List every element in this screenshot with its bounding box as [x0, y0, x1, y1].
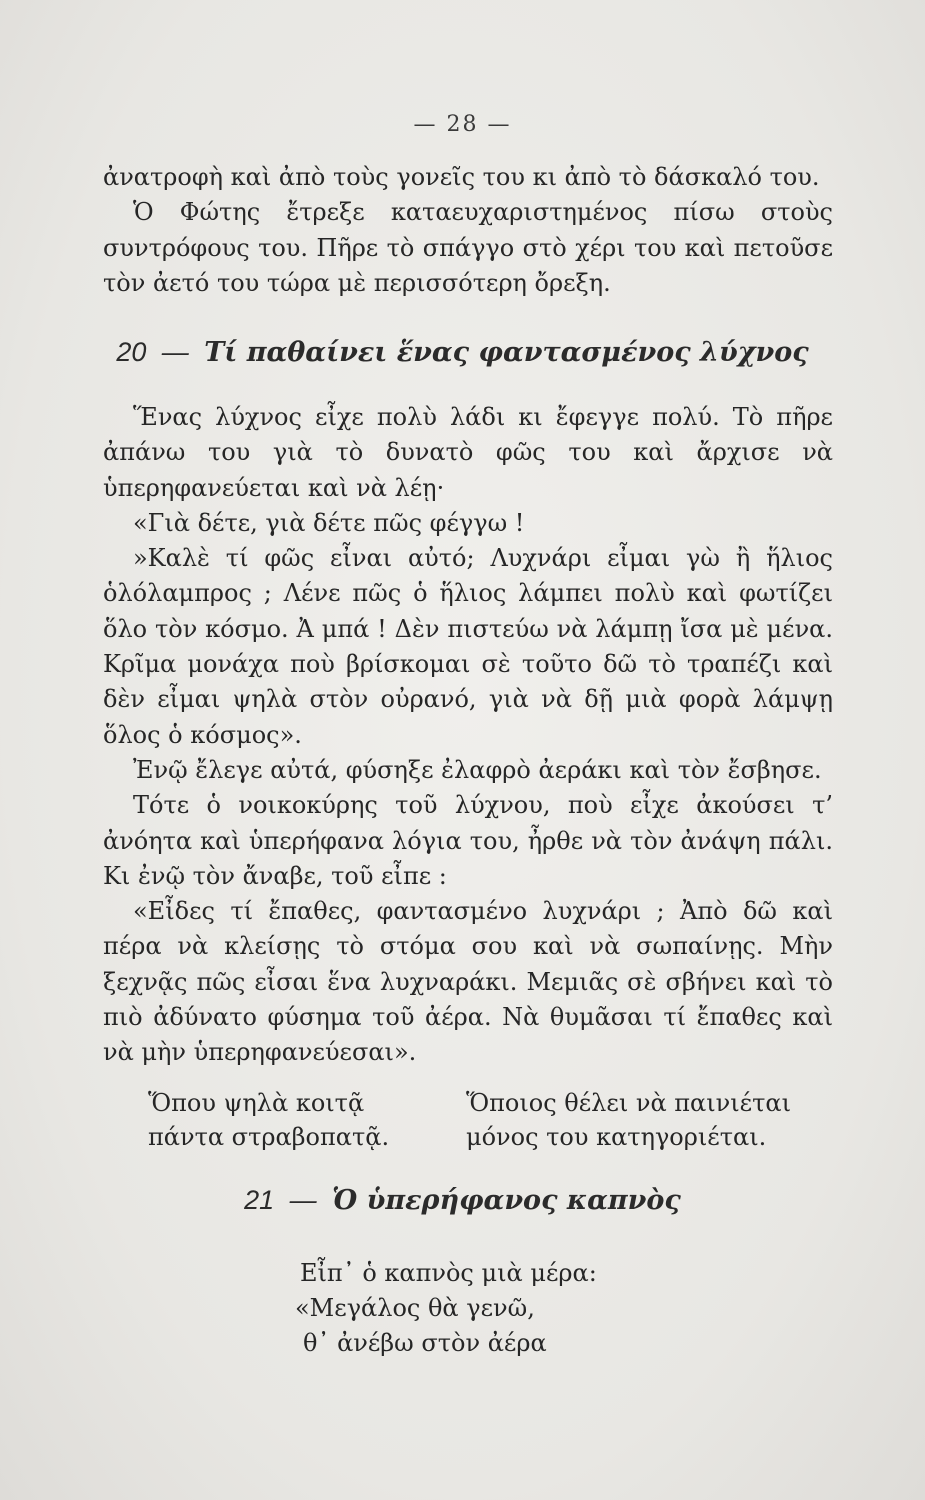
- page-number: — 28 —: [413, 112, 512, 137]
- proverb-line: Ὅπου ψηλὰ κοιτᾷ: [148, 1089, 365, 1117]
- paragraph: Ὁ Φώτης ἔτρεξε καταευχαριστημένος πίσω στοὺς συντρόφους του. Πῆρε τὸ σπάγγο στὸ χέρι του καὶ πετοῦσε τὸν ἀετό του τώρα μὲ περισσότερη ὄρεξη.: [103, 198, 833, 297]
- section-title: Τί παθαίνει ἕνας φαντασμένος λύχνος: [204, 337, 809, 368]
- section-21-heading: [0, 1185, 925, 1216]
- poem-line: Εἶπ᾿ ὁ καπνὸς μιὰ μέρα:: [300, 1259, 597, 1287]
- section-title: Ὁ ὑπερήφανος καπνὸς: [331, 1185, 681, 1216]
- section-number: 20: [116, 337, 147, 367]
- section-dash: —: [289, 1185, 317, 1215]
- proverb-line: μόνος του κατηγοριέται.: [466, 1123, 767, 1151]
- paragraph: «Εἶδες τί ἔπαθες, φαντασμένο λυχνάρι ; Ἀπὸ δῶ καὶ πέρα νὰ κλείσῃς τὸ στόμα σου καὶ νὰ σωπαίνῃς. Μὴν ξεχνᾷς πῶς εἶσαι ἕνα λυχναράκι. Μεμιᾶς σὲ σβήνει καὶ τὸ πιὸ ἀδύνατο φύσημα τοῦ ἀέρα. Νὰ θυμᾶσαι τί ἔπαθες καὶ νὰ μὴν ὑπερηφανεύεσαι».: [103, 897, 833, 1067]
- proverb-right: [466, 1086, 791, 1154]
- section-20-body: [103, 400, 833, 1071]
- paragraph: »Καλὲ τί φῶς εἶναι αὐτό; Λυχνάρι εἶμαι γὼ ἢ ἥλιος ὁλόλαμπρος ; Λένε πῶς ὁ ἥλιος λάμπει πολὺ καὶ φωτίζει ὅλο τὸν κόσμο. Ἀ μπά ! Δὲν πιστεύω νὰ λάμπῃ ἴσα μὲ μένα. Κρῖμα μονάχα ποὺ βρίσκομαι σὲ τοῦτο δῶ τὸ τραπέζι καὶ δὲν εἶμαι ψηλὰ στὸν οὐρανό, γιὰ νὰ δῇ μιὰ φορὰ λάμψῃ ὅλος ὁ κόσμος».: [103, 544, 833, 749]
- paragraph: ἀνατροφὴ καὶ ἀπὸ τοὺς γονεῖς του κι ἀπὸ τὸ δάσκαλό του.: [103, 163, 820, 191]
- paragraph: Τότε ὁ νοικοκύρης τοῦ λύχνου, ποὺ εἶχε ἀκούσει τ’ ἀνόητα καὶ ὑπερήφανα λόγια του, ἦρθε νὰ τὸν ἀνάψη πάλι. Κι ἐνῷ τὸν ἄναβε, τοῦ εἶπε :: [103, 791, 833, 890]
- paragraph: Ἕνας λύχνος εἶχε πολὺ λάδι κι ἔφεγγε πολύ. Τὸ πῆρε ἀπάνω του γιὰ τὸ δυνατὸ φῶς του καὶ ἄρχισε νὰ ὑπερηφανεύεται καὶ νὰ λέῃ·: [103, 403, 833, 502]
- opening-text: [103, 160, 833, 301]
- proverb-line: Ὅποιος θέλει νὰ παινιέται: [466, 1089, 791, 1117]
- section-20-heading: [0, 337, 925, 368]
- paragraph: «Γιὰ δέτε, γιὰ δέτε πῶς φέγγω !: [133, 508, 525, 537]
- section-number: 21: [244, 1185, 275, 1215]
- poem: [295, 1256, 597, 1361]
- paragraph: Ἐνῷ ἔλεγε αὐτά, φύσηξε ἐλαφρὸ ἀεράκι καὶ τὸν ἔσβησε.: [133, 755, 822, 784]
- section-dash: —: [161, 337, 189, 367]
- poem-line: θ᾿ ἀνέβω στὸν ἀέρα: [303, 1329, 547, 1357]
- poem-line: «Μεγάλος θὰ γενῶ,: [295, 1294, 535, 1322]
- proverb-line: πάντα στραβοπατᾷ.: [148, 1123, 390, 1151]
- proverb-left: [148, 1086, 389, 1154]
